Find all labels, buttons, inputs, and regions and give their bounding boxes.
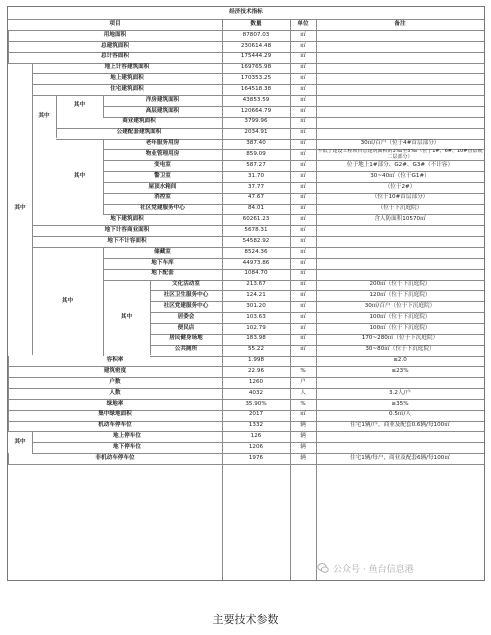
group-label-qizhong: 其中: [14, 205, 26, 212]
row-value: 120664.79: [240, 107, 272, 114]
row-value: 2034.91: [244, 129, 268, 136]
watermark: [317, 559, 487, 577]
row-note: ≥35%: [391, 400, 409, 407]
row-unit: ㎡: [300, 259, 306, 266]
row-unit: ㎡: [300, 313, 306, 320]
row-label: 住宅建筑面积: [110, 85, 144, 92]
row-label: 地下不计容面积: [107, 237, 147, 244]
row-note: （位于下沉庭院）: [377, 205, 423, 212]
row-unit: ㎡: [300, 85, 306, 92]
wechat-icon: [317, 562, 329, 574]
row-note: [316, 52, 484, 63]
row-value: 170353.25: [240, 75, 272, 82]
row-value: 126: [250, 433, 262, 440]
row-label: 地上停车位: [113, 433, 141, 440]
row-label: 容积率: [106, 357, 124, 364]
row-value: 47.67: [247, 194, 264, 201]
row-label: 地上计容建筑面积: [104, 64, 150, 71]
row-label: 社区党建服务中心: [140, 205, 185, 212]
row-label: 消控室: [154, 194, 171, 201]
row-value: 1260: [248, 378, 264, 385]
row-note: [316, 377, 484, 388]
row-note: [316, 95, 484, 106]
row-value: 102.79: [246, 324, 266, 331]
row-unit: ㎡: [300, 302, 306, 309]
row-label: 非机动车停车位: [95, 454, 135, 461]
row-note: [316, 442, 484, 453]
group-label-qizhong: 其中: [120, 313, 133, 320]
row-label: 用地面积: [103, 31, 127, 38]
row-unit: ㎡: [300, 248, 306, 255]
column-rule: [8, 366, 9, 377]
row-value: 54582.92: [242, 237, 270, 244]
row-value: 213.67: [246, 281, 266, 288]
row-unit: %: [300, 400, 306, 407]
row-note: [316, 247, 484, 258]
column-rule: [8, 399, 9, 410]
row-unit: 辆: [300, 454, 306, 461]
row-value: 60261.23: [242, 216, 270, 223]
row-note: （位于10#首层部分）: [371, 194, 429, 201]
row-unit: ㎡: [300, 281, 306, 288]
row-label: 社区卫生服务中心: [163, 292, 209, 299]
row-unit: 辆: [300, 422, 306, 429]
row-note: 100㎡（位于下沉庭院）: [369, 324, 431, 331]
row-value: 22.96: [247, 368, 264, 375]
row-unit: 户: [300, 378, 306, 385]
group-label-qizhong: 其中: [38, 113, 50, 120]
table-title: 经济技术指标: [229, 9, 263, 15]
row-note: 30㎡/百户（位于下沉庭院）: [364, 302, 436, 309]
row-unit: ㎡: [300, 140, 306, 147]
row-unit: ㎡: [300, 226, 306, 233]
row-unit: ㎡: [300, 64, 306, 71]
row-value: 169765.98: [240, 64, 272, 71]
column-rule: [150, 280, 151, 356]
row-unit: ㎡: [300, 53, 306, 60]
row-note: [316, 258, 484, 269]
row-note: [316, 30, 484, 41]
row-value: 1332: [248, 422, 264, 429]
row-label: 物业管理用房: [145, 151, 180, 158]
row-label: 文化活动室: [172, 281, 200, 288]
row-note: 30~80㎡（位于下沉庭院）: [365, 346, 435, 353]
row-label: 地下计容商业面积: [104, 226, 150, 233]
row-label: 总建筑面积: [101, 42, 129, 49]
row-label: 社区党建服务中心: [163, 302, 209, 309]
row-unit: 辆: [300, 443, 306, 450]
row-label: 便民店: [177, 324, 195, 331]
row-note: 0.5㎡/人: [389, 411, 411, 418]
header-note: 备注: [394, 20, 406, 27]
row-label: 户数: [109, 378, 121, 385]
row-value: 37.77: [247, 183, 264, 190]
row-value: 2017: [248, 411, 264, 418]
row-unit: ㎡: [300, 346, 306, 353]
row-label: 地下建筑面积: [110, 216, 144, 223]
row-value: 1084.70: [244, 270, 268, 277]
row-label: 人数: [109, 389, 121, 396]
row-label: 居委会: [177, 313, 195, 320]
row-rule: [8, 431, 32, 432]
row-value: 164518.38: [240, 85, 272, 92]
row-label: 地下停车位: [113, 443, 141, 450]
row-note: 不低于建设工程项目总建筑面积的3‰至5‰（位于1#、6#、10#首层或二层部分）: [317, 149, 483, 160]
row-label: 老年服务用房: [145, 140, 180, 147]
row-label: 警卫室: [154, 172, 171, 179]
row-value: 55.22: [247, 346, 264, 353]
row-label: 储藏室: [154, 248, 171, 255]
row-label: 变电室: [154, 161, 171, 168]
row-value: 587.27: [246, 161, 266, 168]
watermark-text: 公众号 · 鱼台信息港: [333, 564, 414, 575]
row-unit: ㎡: [300, 129, 306, 136]
row-note: [316, 63, 484, 74]
row-unit: ㎡: [300, 118, 306, 125]
row-rule: [56, 95, 103, 96]
table-grid: [8, 7, 484, 580]
row-value: 8524.36: [244, 248, 268, 255]
group-label-qizhong: 其中: [73, 102, 86, 109]
row-unit: ㎡: [300, 411, 306, 418]
row-value: 230614.48: [240, 42, 272, 49]
header-quantity: 数量: [250, 20, 262, 27]
column-rule: [8, 421, 9, 432]
row-note: [316, 128, 484, 139]
row-note: 含人防面积10570㎡: [374, 216, 426, 223]
column-rule: [32, 431, 33, 453]
row-unit: ㎡: [300, 151, 306, 158]
row-unit: ㎡: [300, 237, 306, 244]
row-unit: ㎡: [300, 194, 306, 201]
indicator-table: [7, 6, 485, 581]
column-rule: [103, 95, 104, 117]
column-rule: [8, 52, 9, 63]
caption: 主要技术参数: [212, 613, 279, 626]
row-value: 44973.86: [242, 259, 270, 266]
row-note: [316, 225, 484, 236]
row-label: 集中绿地面积: [98, 411, 132, 418]
row-value: 1976: [248, 454, 264, 461]
row-rule: [32, 247, 103, 248]
row-label: 屋顶水箱间: [148, 183, 177, 190]
row-unit: ㎡: [300, 205, 306, 212]
group-label-qizhong: 其中: [73, 172, 86, 179]
row-label: 总计容面积: [101, 53, 129, 60]
row-value: 35.90%: [245, 400, 267, 407]
header-unit: 单位: [297, 20, 309, 27]
column-rule: [8, 41, 9, 52]
column-rule: [8, 30, 9, 41]
row-unit: ㎡: [300, 183, 306, 190]
row-label: 地下配套: [151, 270, 174, 277]
row-note: 200㎡（位于下沉庭院）: [369, 281, 431, 288]
column-rule: [8, 356, 9, 367]
row-rule: [56, 139, 103, 140]
row-unit: ㎡: [300, 107, 306, 114]
header-item: 项目: [109, 20, 121, 27]
row-label: 洋房建筑面积: [145, 96, 180, 103]
row-label: 高层建筑面积: [145, 107, 180, 114]
row-note: 30㎡/百户（位于4#首层部分）: [360, 140, 440, 147]
row-label: 居民健身场地: [169, 335, 203, 342]
row-value: 175444.29: [240, 53, 272, 60]
column-rule: [8, 410, 9, 421]
column-rule: [8, 388, 9, 399]
row-unit: ㎡: [300, 42, 306, 49]
row-note: 住宅1辆/户，商业及配套0.6辆/每100㎡: [350, 422, 450, 429]
row-value: 124.21: [246, 292, 266, 299]
row-unit: [290, 356, 316, 367]
row-unit: ㎡: [300, 292, 306, 299]
row-unit: 人: [300, 389, 306, 396]
row-value: 84.01: [247, 205, 264, 212]
row-value: 43853.59: [242, 96, 270, 103]
row-label: 地上建筑面积: [110, 75, 144, 82]
row-rule: [8, 63, 32, 64]
row-note: [316, 117, 484, 128]
row-note: [316, 269, 484, 280]
row-note: [316, 73, 484, 84]
row-value: 1.998: [247, 357, 264, 364]
row-unit: ㎡: [300, 161, 306, 168]
row-unit: ㎡: [300, 216, 306, 223]
row-value: 31.70: [247, 172, 264, 179]
row-value: 859.09: [246, 151, 266, 158]
column-rule: [8, 453, 9, 464]
row-note: 120㎡（位于下沉庭院）: [369, 292, 431, 299]
group-label-qizhong: 其中: [61, 297, 74, 304]
row-value: 5678.31: [244, 226, 268, 233]
row-unit: %: [300, 368, 306, 375]
row-note: 30~40㎡（位于G1#）: [370, 172, 430, 179]
row-unit: ㎡: [300, 324, 306, 331]
row-note: [316, 84, 484, 95]
row-rule: [8, 464, 484, 465]
row-note: 3.2人/户: [389, 389, 411, 396]
row-label: 公共厕所: [174, 346, 198, 353]
row-note: [316, 236, 484, 247]
row-note: [316, 106, 484, 117]
column-rule: [8, 377, 9, 388]
row-note: [316, 41, 484, 52]
group-label-qizhong: 其中: [14, 438, 26, 445]
row-unit: ㎡: [300, 335, 306, 342]
row-note: ≤2.0: [393, 357, 407, 364]
row-value: 1206: [248, 443, 264, 450]
row-unit: ㎡: [300, 75, 306, 82]
row-unit: ㎡: [300, 96, 306, 103]
row-note: 170~280㎡（位于下沉庭院）: [361, 335, 439, 342]
row-rule: [103, 280, 150, 281]
row-unit: ㎡: [300, 270, 306, 277]
row-label: 商业建筑面积: [122, 118, 156, 125]
row-unit: 辆: [300, 433, 306, 440]
row-unit: ㎡: [300, 31, 306, 38]
row-value: 183.98: [246, 335, 266, 342]
row-label: 地下车库: [151, 259, 174, 266]
row-label: 公建配套建筑面积: [116, 129, 162, 136]
row-unit: ㎡: [300, 172, 306, 179]
row-value: 4032: [248, 389, 264, 396]
row-rule: [32, 95, 56, 96]
row-value: 103.63: [246, 313, 266, 320]
row-label: 绿地率: [106, 400, 124, 407]
row-note: 位于地上1#部分、G2#、G3#（不计容）: [346, 161, 454, 168]
row-note: [316, 431, 484, 442]
row-value: 301.20: [246, 302, 266, 309]
column-rule: [103, 139, 104, 215]
row-note: 100㎡（位于下沉庭院）: [369, 313, 431, 320]
row-value: 87807.03: [242, 31, 270, 38]
row-note: ≤23%: [391, 368, 409, 375]
row-label: 建筑密度: [103, 368, 127, 375]
row-note: （位于2#）: [384, 183, 416, 190]
row-value: 387.40: [246, 140, 266, 147]
row-value: 3799.96: [244, 118, 268, 125]
row-label: 机动车停车位: [98, 422, 132, 429]
row-note: 住宅1辆/每户，商业及配套6辆/每100㎡: [350, 454, 450, 461]
